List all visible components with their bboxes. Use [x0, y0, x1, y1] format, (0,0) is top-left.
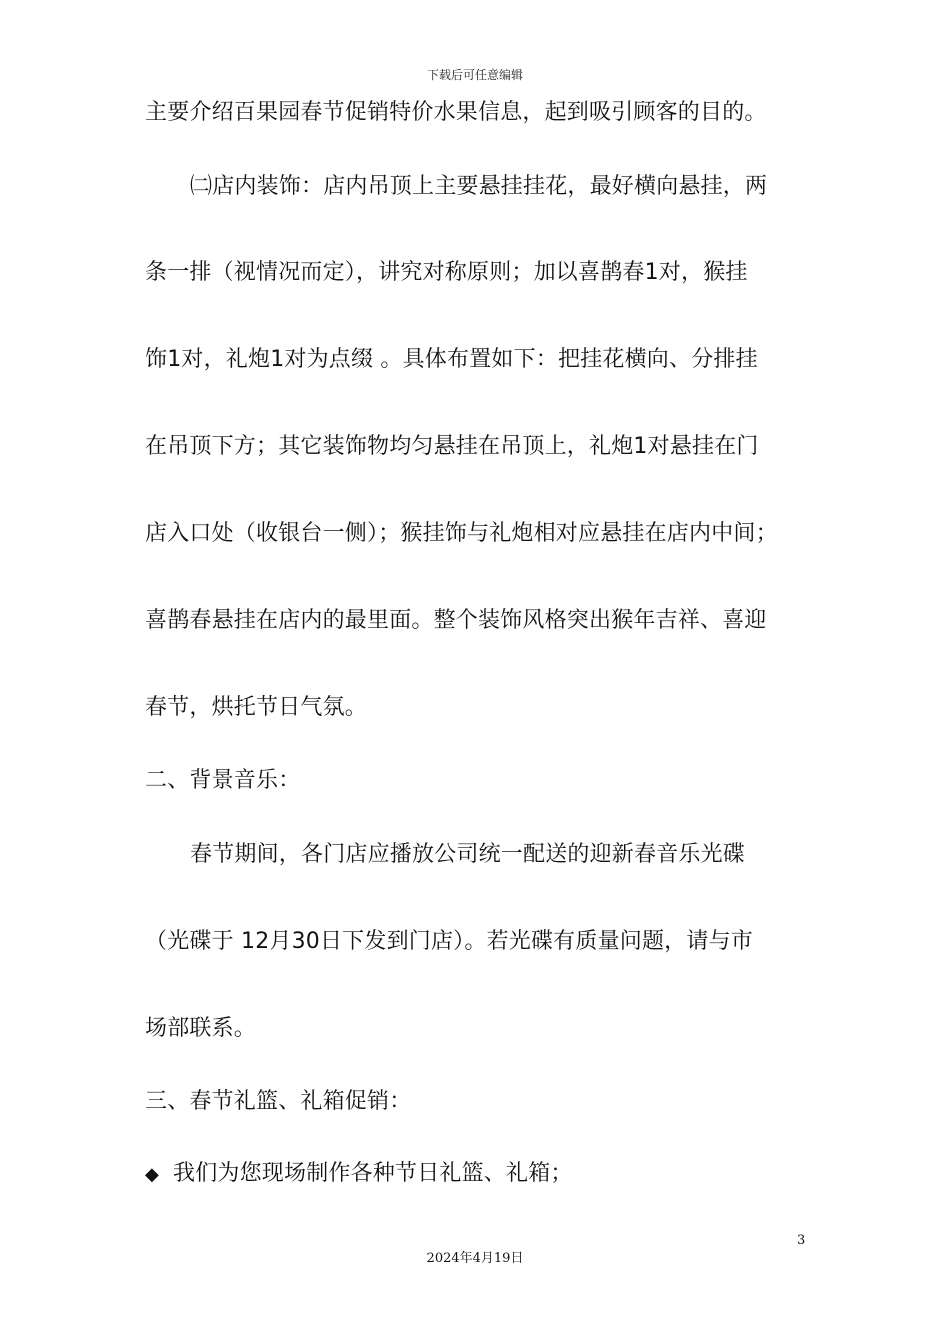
section-heading-gift-baskets: 三、春节礼篮、礼箱促销：: [145, 1089, 412, 1114]
page-number: 3: [797, 1233, 806, 1248]
body-line-12: 场部联系。: [145, 1016, 257, 1041]
body-line-10: 春节期间，各门店应播放公司统一配送的迎新春音乐光碟: [190, 842, 746, 867]
body-line-6: 店入口处（收银台一侧）；猴挂饰与礼炮相对应悬挂在店内中间；: [145, 521, 778, 546]
body-line-7: 喜鹊春悬挂在店内的最里面。整个装饰风格突出猴年吉祥、喜迎: [145, 608, 767, 633]
body-line-1: 主要介绍百果园春节促销特价水果信息，起到吸引顾客的目的。: [145, 100, 767, 125]
diamond-bullet-icon: ◆: [145, 1164, 160, 1185]
body-line-5: 在吊顶下方；其它装饰物均匀悬挂在吊顶上，礼炮1对悬挂在门: [145, 434, 759, 459]
body-line-11: （光碟于 12月30日下发到门店）。若光碟有质量问题，请与市: [145, 929, 753, 954]
bullet-text: 我们为您现场制作各种节日礼篮、礼箱；: [173, 1161, 573, 1186]
footer-date: 2024年4月19日: [426, 1251, 524, 1266]
bullet-item: [145, 1159, 573, 1190]
body-line-8: 春节，烘托节日气氛。: [145, 695, 368, 720]
section-heading-background-music: 二、背景音乐：: [145, 768, 301, 793]
body-line-2: ㈡店内装饰：店内吊顶上主要悬挂挂花，最好横向悬挂，两: [190, 174, 768, 199]
page-header: 下载后可任意编辑: [426, 68, 523, 82]
body-line-3: 条一排（视情况而定），讲究对称原则；加以喜鹊春1对，猴挂: [145, 260, 748, 285]
body-line-4: 饰1对，礼炮1对为点缀 。具体布置如下：把挂花横向、分排挂: [145, 347, 758, 372]
